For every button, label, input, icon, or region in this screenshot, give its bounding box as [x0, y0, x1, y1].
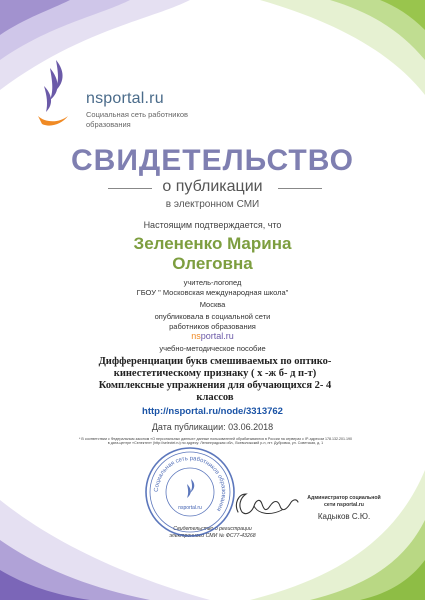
stamp-center-text: nsportal.ru — [178, 505, 202, 511]
recipient-city: Москва — [199, 300, 226, 309]
svg-text:Социальная сеть работников обр — [154, 456, 226, 512]
nsportal-flame-logo — [34, 58, 74, 130]
certificate-subtitle-media: в электронном СМИ — [165, 199, 260, 210]
registry-line1: Свидетельство о регистрации — [173, 526, 252, 532]
platform-suffix: portal.ru — [200, 331, 234, 341]
signatory-name: Кадыков С.Ю. — [317, 512, 371, 521]
signatory-role-line1: Администратор социальной — [307, 495, 381, 501]
publication-date-value: 03.06.2018 — [228, 422, 274, 432]
official-stamp — [144, 446, 236, 538]
published-line2: работников образования — [169, 322, 256, 331]
work-title: Дифференциации букв смешиваемых по оптико-кинестетическому признаку ( х -ж б- д п-т) Комплексные упражнения для обучающихся 2- 4 классов — [98, 356, 332, 403]
publication-date — [0, 422, 425, 432]
publication-date-label: Дата публикации: — [151, 422, 226, 432]
signatory-role — [294, 495, 394, 508]
published-line1: опубликовала в социальной сети — [154, 312, 271, 321]
work-type: учебно-методическое пособие — [159, 344, 266, 353]
recipient-name — [0, 234, 425, 274]
brand-tagline: Социальная сеть работников образования — [86, 110, 189, 129]
recipient-name-line1: Зелененко Марина — [133, 234, 292, 253]
brand-name: nsportal.ru — [86, 90, 164, 107]
platform-prefix: ns — [191, 331, 201, 341]
certificate-title: СВИДЕТЕЛЬСТВО — [71, 144, 354, 177]
recipient-name-line2: Олеговна — [172, 254, 253, 273]
signatory-role-line2: сети nsportal.ru — [324, 501, 364, 508]
stamp-ring-text: Социальная сеть работников образования — [153, 455, 227, 512]
work-link[interactable]: http://nsportal.ru/node/3313762 — [142, 406, 283, 417]
recipient-position: учитель-логопед — [183, 278, 242, 287]
published-statement — [0, 312, 425, 332]
platform-name — [0, 331, 425, 341]
subtitle-rule-right — [278, 188, 322, 189]
confirmation-text: Настоящим подтверждается, что — [143, 220, 282, 230]
legal-note: * В соответствии с Федеральным законом «О персональных данных» данные пользователей обрабатываются в России на серверах с IP-адресом 178.132.201.190 в дата-центре «Селектел» (http://selectel.ru) по адресу: Ленинградская обл., Всеволожский р-н, пгт. Дубровка, ул. Советская, д. 1 — [79, 437, 352, 446]
certificate-subtitle: о публикации — [162, 178, 263, 195]
registry-line2: электронного СМИ № ФС77-43268 — [169, 532, 256, 539]
recipient-organization: ГБОУ " Московская международная школа" — [136, 288, 289, 297]
signature-mark — [230, 486, 300, 522]
brand-block — [86, 90, 206, 130]
